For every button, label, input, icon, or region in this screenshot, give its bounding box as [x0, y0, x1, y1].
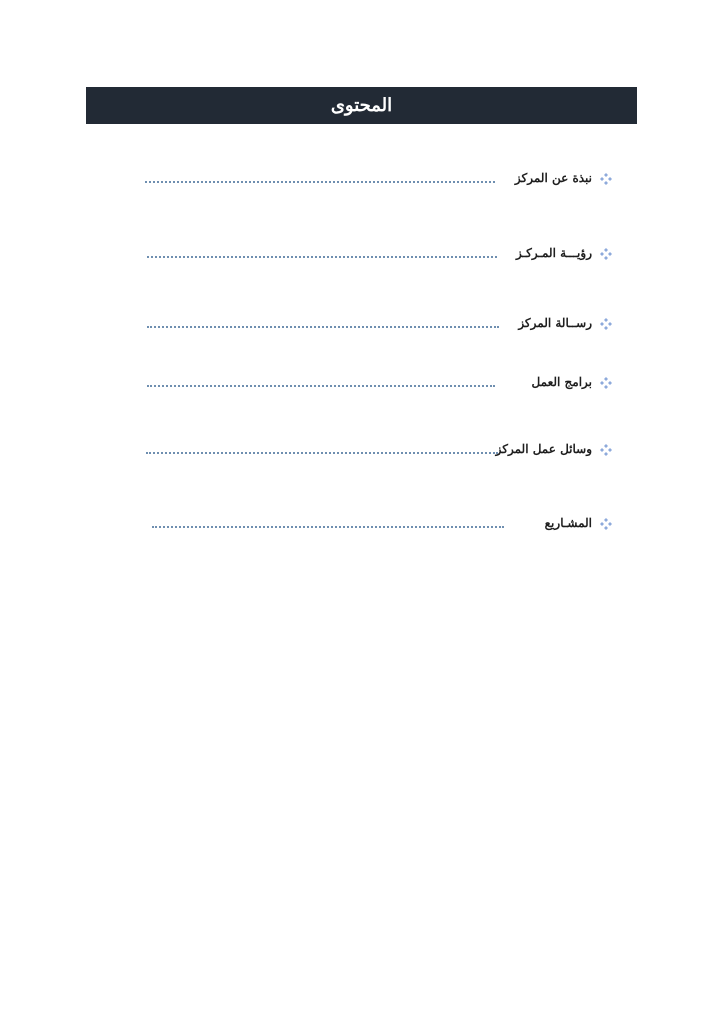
- toc-entry-about[interactable]: [0, 170, 724, 190]
- toc-entry-label: برامج العمل: [531, 375, 592, 389]
- four-diamond-bullet-icon: [600, 318, 612, 330]
- dotted-leader: [147, 326, 499, 328]
- toc-entry-projects[interactable]: [0, 515, 724, 535]
- toc-entry-vision[interactable]: [0, 245, 724, 265]
- dotted-leader: [147, 256, 497, 258]
- toc-entry-means[interactable]: [0, 441, 724, 461]
- four-diamond-bullet-icon: [600, 173, 612, 185]
- dotted-leader: [146, 452, 498, 454]
- four-diamond-bullet-icon: [600, 444, 612, 456]
- toc-entry-mission[interactable]: [0, 315, 724, 335]
- dotted-leader: [145, 181, 495, 183]
- toc-entry-label: رســالة المركز: [518, 316, 592, 330]
- four-diamond-bullet-icon: [600, 377, 612, 389]
- toc-entry-label: نبذة عن المركز: [514, 171, 592, 185]
- dotted-leader: [147, 385, 495, 387]
- four-diamond-bullet-icon: [600, 518, 612, 530]
- toc-entry-label: وسائل عمل المركز: [495, 442, 592, 456]
- four-diamond-bullet-icon: [600, 248, 612, 260]
- toc-entry-programs[interactable]: [0, 374, 724, 394]
- toc-entry-label: المشـاريع: [544, 516, 592, 530]
- page-title: المحتوى: [330, 95, 393, 116]
- dotted-leader: [152, 526, 504, 528]
- toc-entry-label: رؤيـــة المـركـز: [515, 246, 592, 260]
